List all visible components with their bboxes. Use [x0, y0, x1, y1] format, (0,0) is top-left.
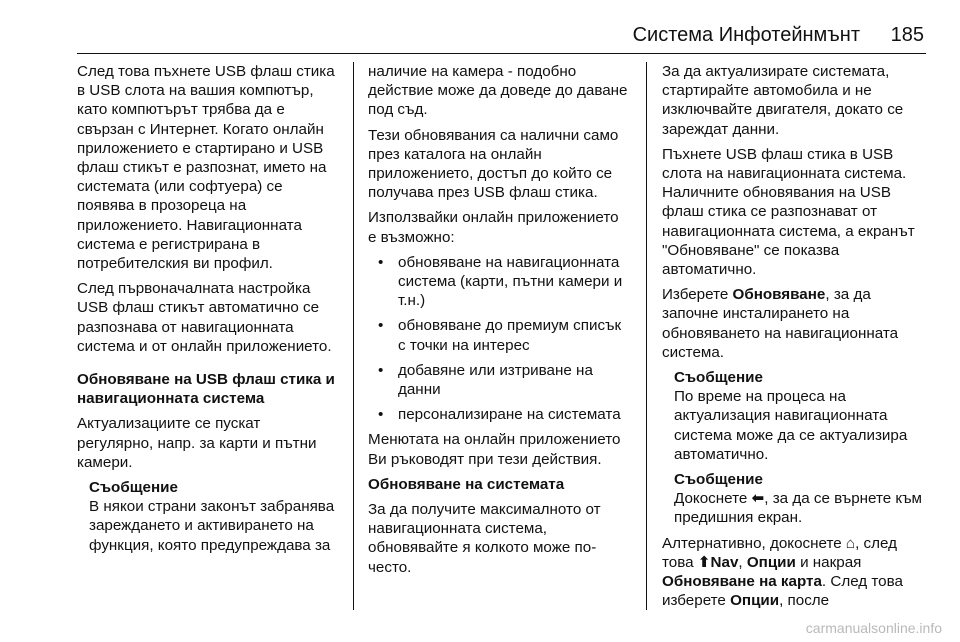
- paragraph: След това пъхнете USB флаш стика в USB слота на вашия компютър, като компютърът трябва да е свързан с Интернет. Когато онлайн приложението е стартирано и USB флаш стикът е разпознат, името на системата (или софтуера) се появява в прозореца на приложението. Навигационната система е регистрирана в потребителския ви профил.: [77, 63, 335, 273]
- watermark: carmanualsonline.info: [805, 620, 942, 636]
- note-title: Съобщение: [674, 471, 763, 489]
- note-box: Съобщение Докоснете ⬅, за да се върнете към предишния екран.: [674, 470, 930, 528]
- paragraph: След първоначалната настройка USB флаш стикът автоматично се разпознава от навигационната система и от онлайн приложението.: [77, 280, 332, 355]
- paragraph: Алтернативно, докоснете ⌂, след това ⬆Nav, Опции и накрая Обновяване на карта. След това изберете Опции, после: [662, 534, 903, 610]
- paragraph: Тези обновявания са налични само през каталога на онлайн приложението, достъп до който се получава през USB флаш стика.: [368, 126, 619, 202]
- list-item: • персонализиране на системата: [368, 405, 630, 424]
- menu-term: Опции: [730, 592, 780, 610]
- paragraph: За да получите максималното от навигационната система, обновявайте я колкото може по-често.: [368, 501, 601, 576]
- paragraph: наличие на камера - подобно действие може да доведе до даване под съд.: [368, 63, 628, 119]
- paragraph: Изберете Обновяване, за да започне инсталирането на обновяването на навигационната система.: [662, 286, 899, 361]
- page-header: [0, 0, 960, 56]
- note-text: По време на процеса на актуализация навигационната система може да се актуализира автоматично.: [674, 388, 908, 463]
- nav-icon: ⬆: [697, 553, 711, 571]
- note-title: Съобщение: [89, 479, 178, 497]
- column-divider-1: [353, 62, 354, 610]
- page-number: 185: [890, 24, 924, 46]
- list-item: • обновяване на навигационната система (карти, пътни камери и т.н.): [368, 253, 630, 311]
- column-divider-2: [646, 62, 647, 610]
- home-icon: ⌂: [845, 534, 856, 552]
- menu-term: Обновяване: [732, 286, 826, 304]
- menu-term: Nav: [710, 553, 739, 571]
- menu-term: Опции: [746, 553, 796, 571]
- paragraph: Използвайки онлайн приложението е възможно:: [368, 209, 619, 246]
- paragraph: Менютата на онлайн приложението Ви ръководят при тези действия.: [368, 431, 621, 468]
- column-2: [368, 62, 630, 583]
- note-box: [89, 478, 339, 555]
- paragraph: За да актуализирате системата, стартирайте автомобила и не изключвайте двигателя, докато се зареждат данни.: [662, 63, 904, 138]
- section-heading: Обновяване на системата: [368, 475, 565, 493]
- back-arrow-icon: ⬅: [751, 490, 765, 508]
- bullet-list: [368, 253, 630, 425]
- column-3: [662, 62, 930, 616]
- note-box: [674, 368, 930, 464]
- note-title: Съобщение: [674, 369, 763, 387]
- list-item: • обновяване до премиум списък с точки на интерес: [368, 316, 630, 354]
- column-1: [77, 62, 339, 561]
- menu-term: Обновяване на карта: [662, 573, 822, 591]
- page-title: Система Инфотейнмънт: [632, 24, 860, 46]
- list-item: • добавяне или изтриване на данни: [368, 361, 630, 399]
- header-rule: [77, 53, 926, 54]
- paragraph: Актуализациите се пускат регулярно, напр. за карти и пътни камери.: [77, 415, 317, 471]
- paragraph: Пъхнете USB флаш стика в USB слота на навигационната система. Наличните обновявания на USB флаш стика се разпознават от навигационната система, а екранът "Обновяване" се показва автоматично.: [662, 145, 915, 279]
- note-text: В някои страни законът забранява зареждането и активирането на функция, която предупреждава за: [89, 498, 335, 554]
- section-heading: Обновяване на USB флаш стика и навигационната система: [77, 371, 335, 408]
